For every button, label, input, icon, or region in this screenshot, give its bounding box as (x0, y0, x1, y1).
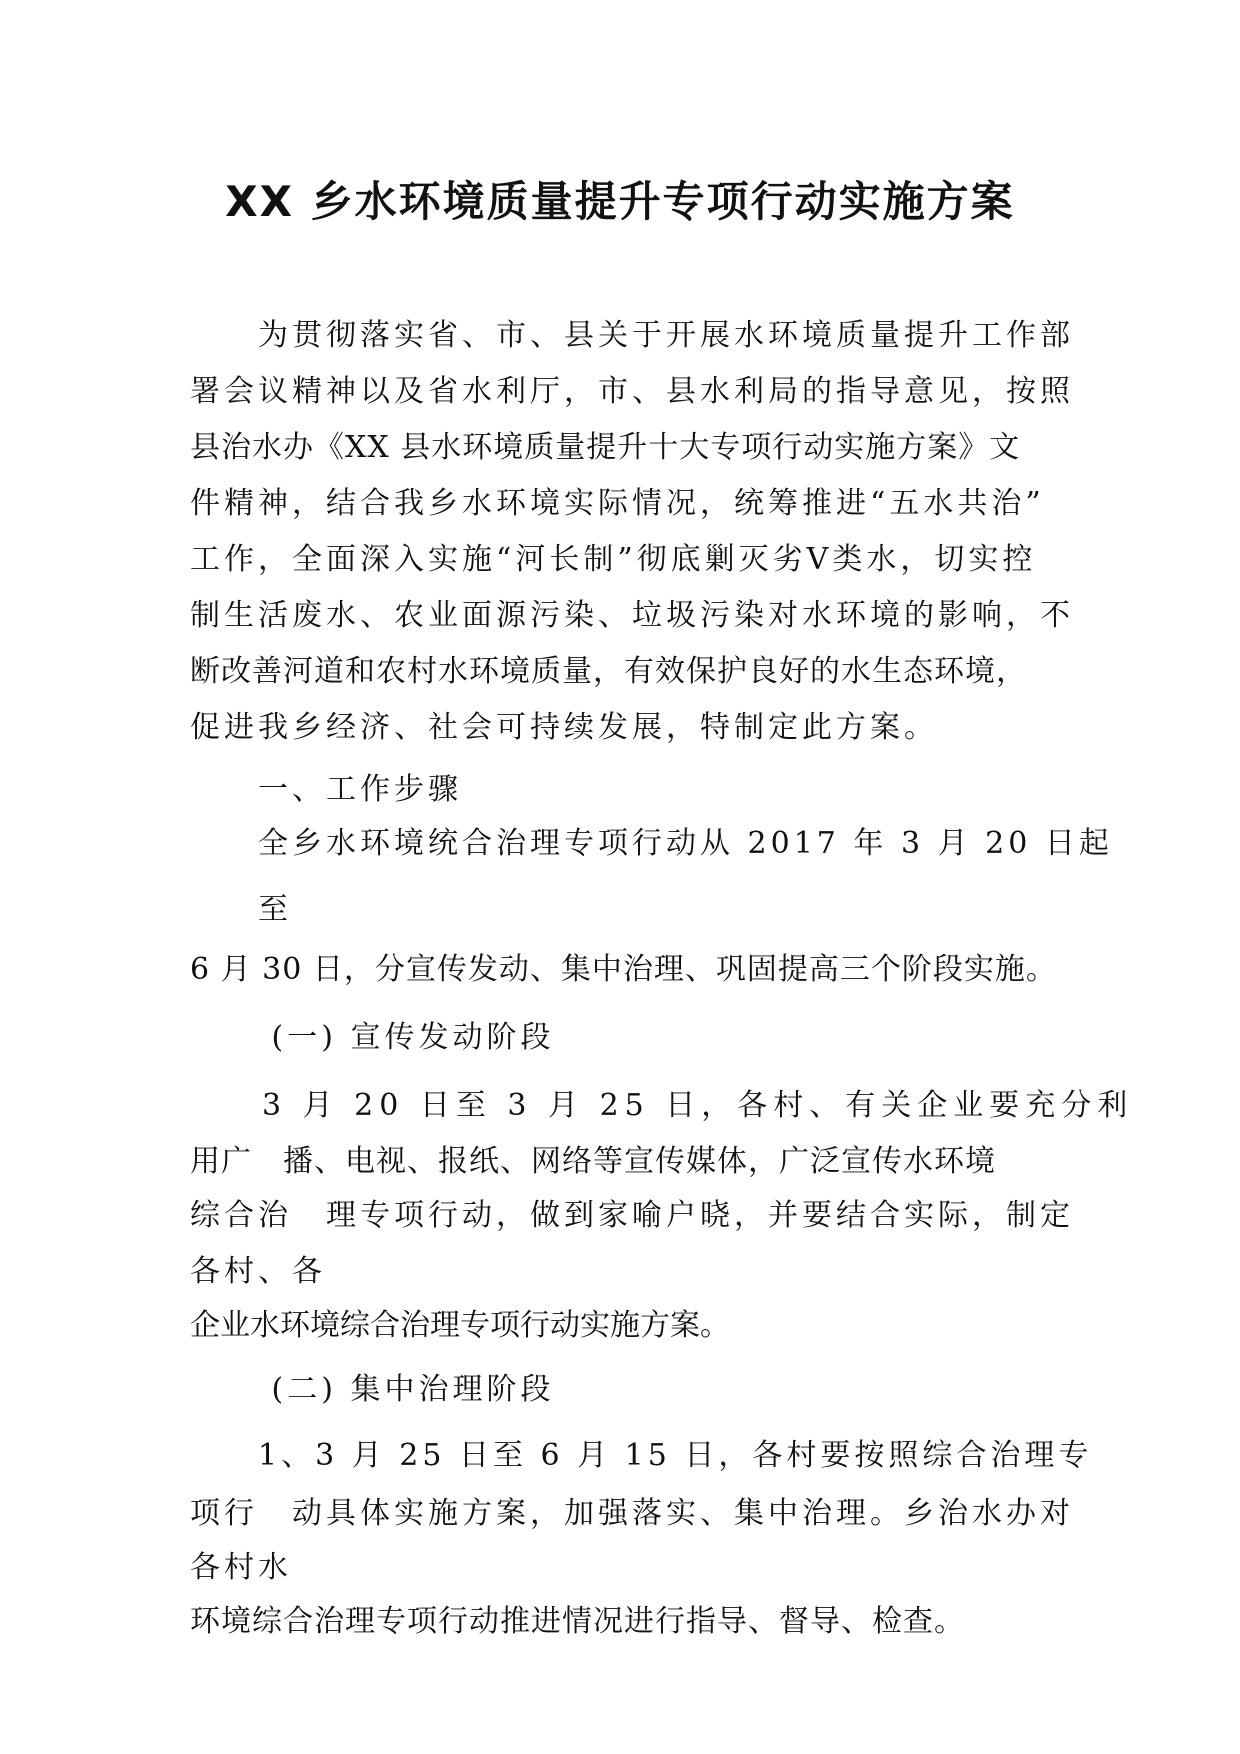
subsection-line: 各村、各 (190, 1254, 326, 1289)
subsection-line: 各村水 (190, 1550, 292, 1585)
subsection-line: 企业水环境综合治理专项行动实施方案。 (190, 1308, 730, 1343)
subsection-heading: (二) 集中治理阶段 (190, 1372, 555, 1407)
document-title: XX 乡水环境质量提升专项行动实施方案 (225, 177, 1015, 226)
intro-line: 工作，全面深入实施“河长制”彻底剿灭劣Ⅴ类水，切实控 (190, 542, 1037, 577)
subsection-line: 项行 动具体实施方案，加强落实、集中治理。乡治水办对 (190, 1496, 1074, 1531)
section-heading: 一、工作步骤 (190, 772, 462, 807)
subsection-line: 环境综合治理专项行动推进情况进行指导、督导、检查。 (190, 1604, 965, 1639)
section-line: 6 月 30 日，分宣传发动、集中治理、巩固提高三个阶段实施。 (190, 952, 1057, 987)
intro-line: 件精神，结合我乡水环境实际情况，统筹推进“五水共治” (190, 486, 1045, 521)
subsection-line: 3 月 20 日至 3 月 25 日，各村、有关企业要充分利 (190, 1088, 1134, 1123)
intro-line: 制生活废水、农业面源污染、垃圾污染对水环境的影响，不 (190, 598, 1074, 633)
intro-line: 县治水办《XX 县水环境质量提升十大专项行动实施方案》文 (190, 430, 1021, 465)
subsection-heading: (一) 宣传发动阶段 (190, 1020, 555, 1055)
section-line: 全乡水环境统合治理专项行动从 2017 年 3 月 20 日起 (190, 826, 1113, 861)
intro-line: 促进我乡经济、社会可持续发展，特制定此方案。 (190, 710, 938, 745)
intro-line: 署会议精神以及省水利厅，市、县水利局的指导意见，按照 (190, 374, 1074, 409)
intro-line: 断改善河道和农村水环境质量，有效保护良好的水生态环境， (190, 654, 1027, 689)
subsection-line: 用广 播、电视、报纸、网络等宣传媒体，广泛宣传水环境 (190, 1144, 996, 1179)
section-line: 至 (190, 892, 292, 927)
subsection-line: 1、3 月 25 日至 6 月 15 日，各村要按照综合治理专 (190, 1438, 1093, 1473)
subsection-line: 综合治 理专项行动，做到家喻户晓，并要结合实际，制定 (190, 1198, 1074, 1233)
intro-line: 为贯彻落实省、市、县关于开展水环境质量提升工作部 (190, 318, 1074, 353)
